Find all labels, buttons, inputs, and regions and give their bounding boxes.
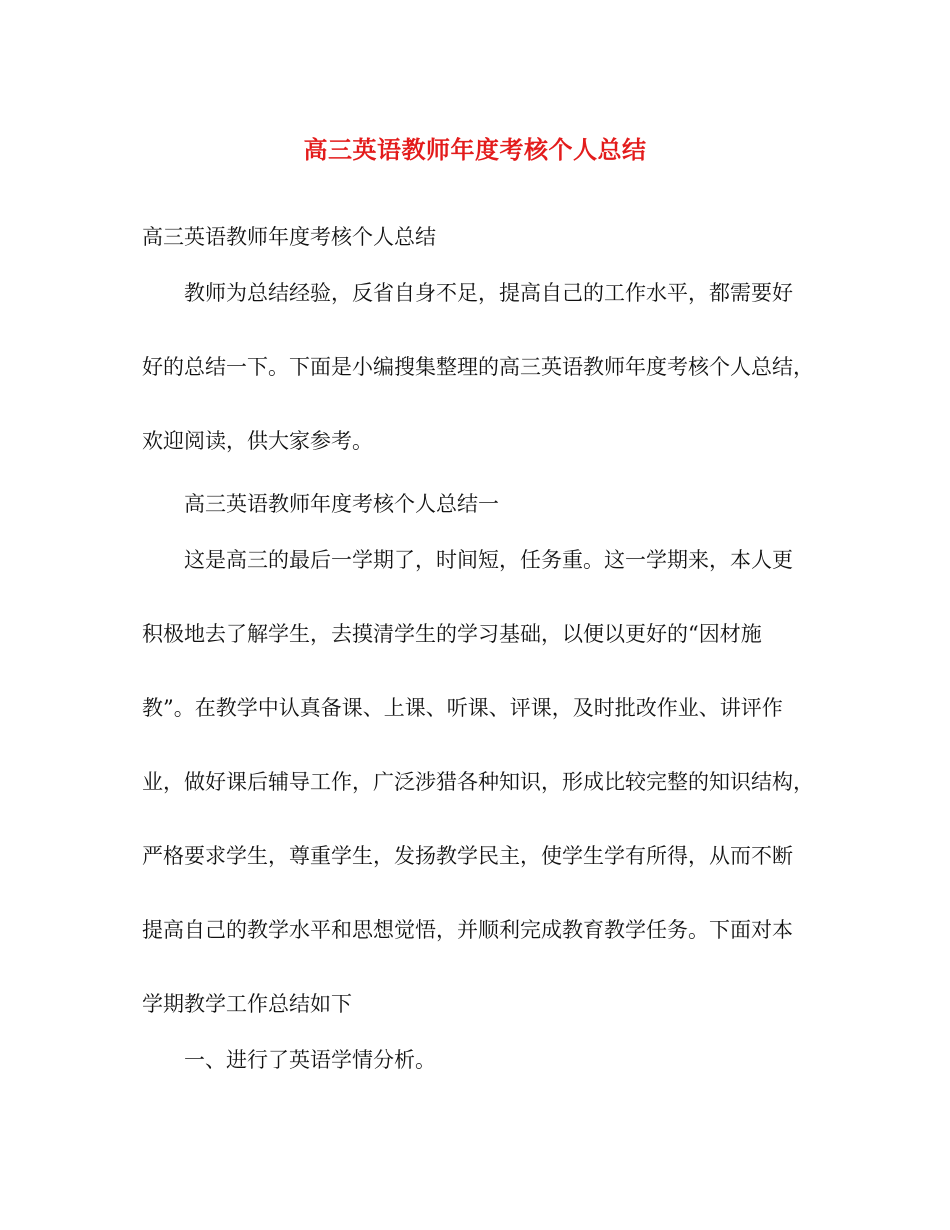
body-line: 好的总结一下。下面是小编搜集整理的高三英语教师年度考核个人总结， [142, 355, 814, 379]
body-line-section-heading: 高三英语教师年度考核个人总结一 [184, 492, 499, 516]
document-title: 高三英语教师年度考核个人总结 [303, 135, 647, 164]
body-line-section-heading: 一、进行了英语学情分析。 [184, 1048, 436, 1072]
document-body [142, 0, 822, 1230]
body-line: 业，做好课后辅导工作，广泛涉猎各种知识，形成比较完整的知识结构， [142, 770, 814, 794]
body-line: 欢迎阅读，供大家参考。 [142, 429, 373, 453]
body-line: 教师为总结经验，反省自身不足，提高自己的工作水平，都需要好 [184, 281, 793, 305]
body-line: 这是高三的最后一学期了，时间短，任务重。这一学期来，本人更 [184, 548, 793, 572]
body-line: 学期教学工作总结如下 [142, 992, 352, 1016]
body-line: 积极地去了解学生，去摸清学生的学习基础，以便以更好的“因材施 [142, 622, 762, 646]
body-line-subtitle: 高三英语教师年度考核个人总结 [142, 225, 436, 249]
body-line: 严格要求学生，尊重学生，发扬教学民主，使学生学有所得，从而不断 [142, 844, 793, 868]
body-line: 提高自己的教学水平和思想觉悟，并顺利完成教育教学任务。下面对本 [142, 918, 793, 942]
body-line: 教”。在教学中认真备课、上课、听课、评课，及时批改作业、讲评作 [142, 696, 783, 720]
